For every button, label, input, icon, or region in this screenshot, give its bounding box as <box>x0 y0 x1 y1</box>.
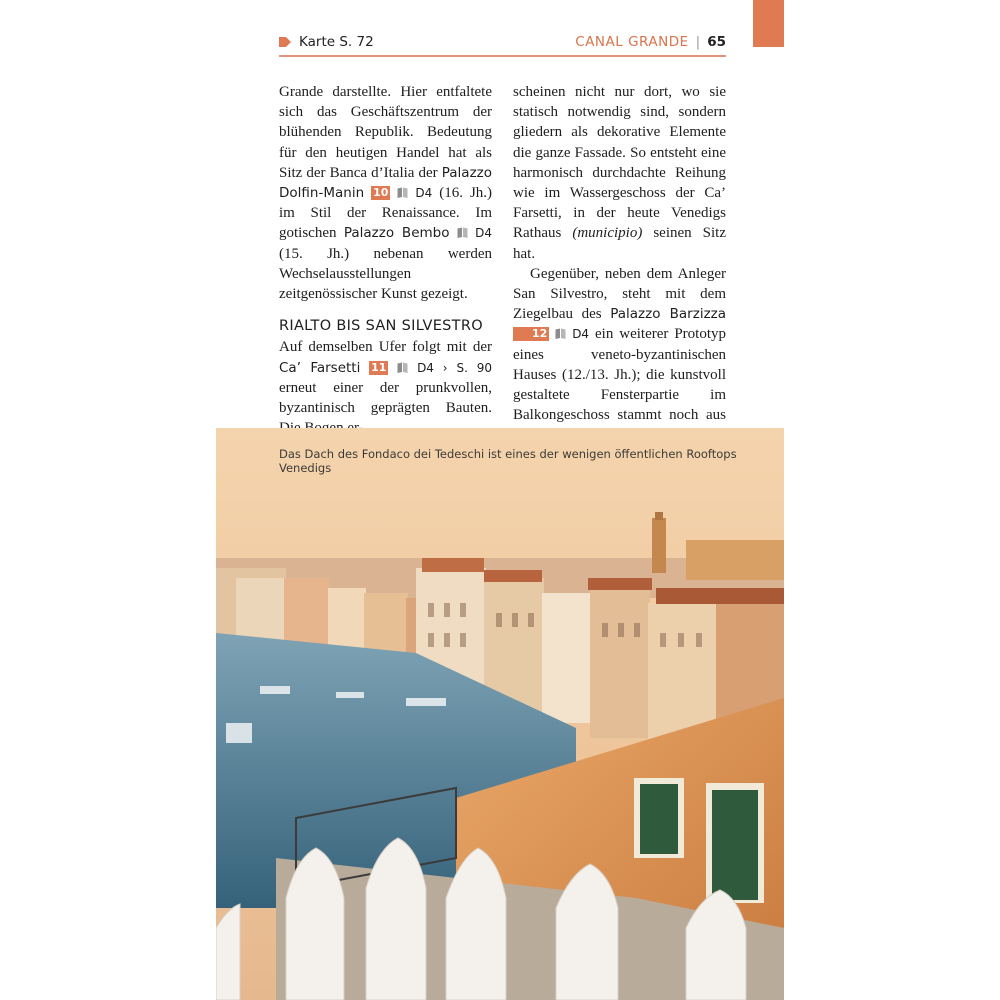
text-run: Auf demselben Ufer folgt mit der <box>279 339 492 356</box>
location-number-badge: 11 <box>371 360 387 374</box>
paragraph <box>513 264 726 446</box>
place-name: Palazzo Dolfin-Manin <box>279 164 492 202</box>
map-grid-reference: D4 <box>417 360 434 375</box>
photo-caption: Das Dach des Fondaco dei Tedeschi ist eines der wenigen öffentlichen Rooftops Venedigs <box>279 447 737 475</box>
map-grid-reference: D4 <box>475 226 493 241</box>
text-run: seinen Sitz hat. <box>513 225 727 262</box>
page-number: 65 <box>707 34 726 50</box>
text-column-left <box>279 82 492 438</box>
running-header <box>279 34 726 54</box>
page-info <box>575 34 726 50</box>
paragraph <box>279 82 492 304</box>
map-book-icon <box>457 227 468 238</box>
text-run: (15. Jh.) nebenan werden Wechselausstellungen zeitgenössischer Kunst gezeigt. <box>279 245 492 303</box>
header-rule <box>279 55 726 57</box>
paragraph <box>279 337 492 438</box>
header-separator: | <box>695 34 701 50</box>
paragraph <box>513 82 726 264</box>
map-reference[interactable] <box>279 34 374 50</box>
map-reference-label: Karte S. 72 <box>299 34 374 50</box>
location-number-badge: 12 <box>513 327 549 341</box>
italic-term: (municipio) <box>572 225 643 242</box>
page-cross-reference[interactable]: › S. 90 <box>433 360 493 375</box>
place-name: Palazzo Barzizza <box>610 306 727 323</box>
section-subheading: RIALTO BIS SAN SILVESTRO <box>279 318 483 335</box>
place-name: Palazzo Bembo <box>343 225 450 242</box>
map-grid-reference: D4 <box>415 186 433 201</box>
section-title: CANAL GRANDE <box>575 34 689 50</box>
venice-photo <box>216 428 784 1000</box>
photo-illustration <box>216 428 784 1000</box>
place-name: Ca’ Farsetti <box>279 359 361 376</box>
text-run: (16. Jh.) im Stil der Renaissance. Im gotischen <box>279 185 493 242</box>
text-run: Gegenüber, neben dem Anleger San Silvestro, steht mit dem Ziegelbau des <box>513 265 726 323</box>
arrow-pointer-icon <box>279 36 291 48</box>
text-run: ein weiterer Prototyp eines veneto-byzantinischen Hauses (12./13. Jh.); die kunstvoll gestaltete Fensterpartie im Balkongeschoss stammt noch aus <box>513 326 726 424</box>
location-number-badge: 10 <box>373 186 389 200</box>
map-grid-reference: D4 <box>572 327 590 342</box>
map-book-icon <box>555 328 566 339</box>
text-run: erneut einer der prunkvollen, byzantinisch geprägten Bauten. <box>279 379 492 417</box>
text-run: Grande darstellte. Hier entfaltete sich das Geschäftszentrum der blühenden Republik. Bedeutung für den heutigen Handel hat als Sitz der Banca d’Italia der <box>279 84 492 181</box>
map-book-icon <box>397 362 408 373</box>
text-column-right <box>513 82 726 446</box>
text-run: scheinen nicht nur dort, wo sie statisch notwendig sind, sondern gliedern als dekorative Elemente die ganze Fassade. So entsteht eine harmonisch durchdachte Reihung wie im Wassergeschoss der Ca’ Farsetti, in der heute Venedigs Rathaus <box>513 84 726 242</box>
map-book-icon <box>397 187 408 198</box>
chapter-tab-marker <box>753 0 784 47</box>
